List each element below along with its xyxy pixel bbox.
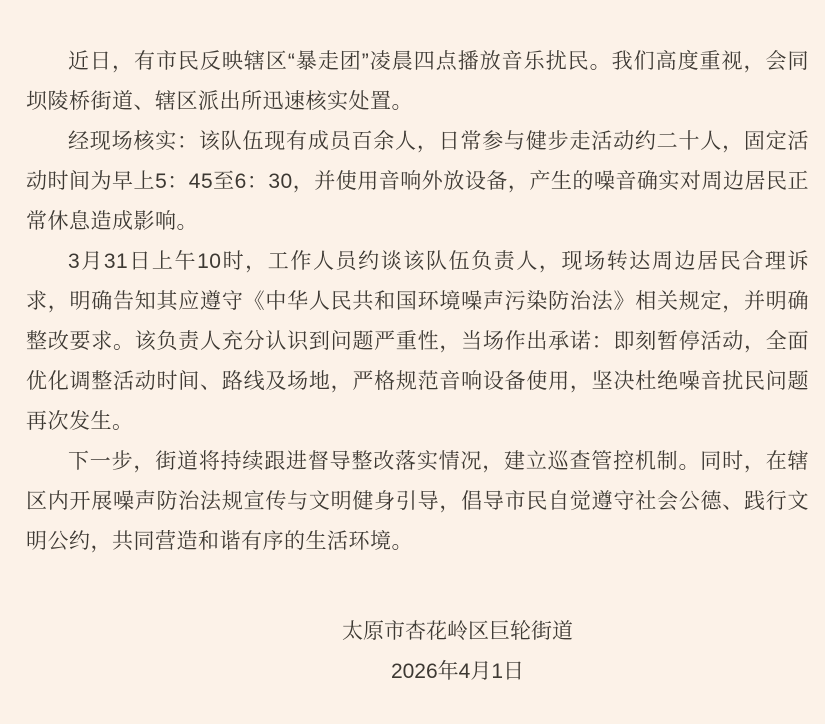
signature-block	[106, 612, 809, 692]
notice-paragraph: 3月31日上午10时，工作人员约谈该队伍负责人，现场转达周边居民合理诉求，明确告知其应遵守《中华人民共和国环境噪声污染防治法》相关规定，并明确整改要求。该负责人充分认识到问题严重性，当场作出承诺：即刻暂停活动，全面优化调整活动时间、路线及场地，严格规范音响设备使用，坚决杜绝噪音扰民问题再次发生。	[26, 250, 809, 433]
notice-paragraph: 经现场核实：该队伍现有成员百余人，日常参与健步走活动约二十人，固定活动时间为早上5：45至6：30，并使用音响外放设备，产生的噪音确实对周边居民正常休息造成影响。	[26, 130, 809, 233]
signature-date: 2026年4月1日	[390, 660, 525, 683]
notice-paragraph: 下一步，街道将持续跟进督导整改落实情况，建立巡查管控机制。同时，在辖区内开展噪声防治法规宣传与文明健身引导，倡导市民自觉遵守社会公德、践行文明公约，共同营造和谐有序的生活环境。	[26, 450, 809, 553]
notice-paragraph: 近日，有市民反映辖区“暴走团”凌晨四点播放音乐扰民。我们高度重视，会同坝陵桥街道、辖区派出所迅速核实处置。	[26, 50, 809, 113]
signature-organization: 太原市杏花岭区巨轮街道	[342, 620, 573, 643]
